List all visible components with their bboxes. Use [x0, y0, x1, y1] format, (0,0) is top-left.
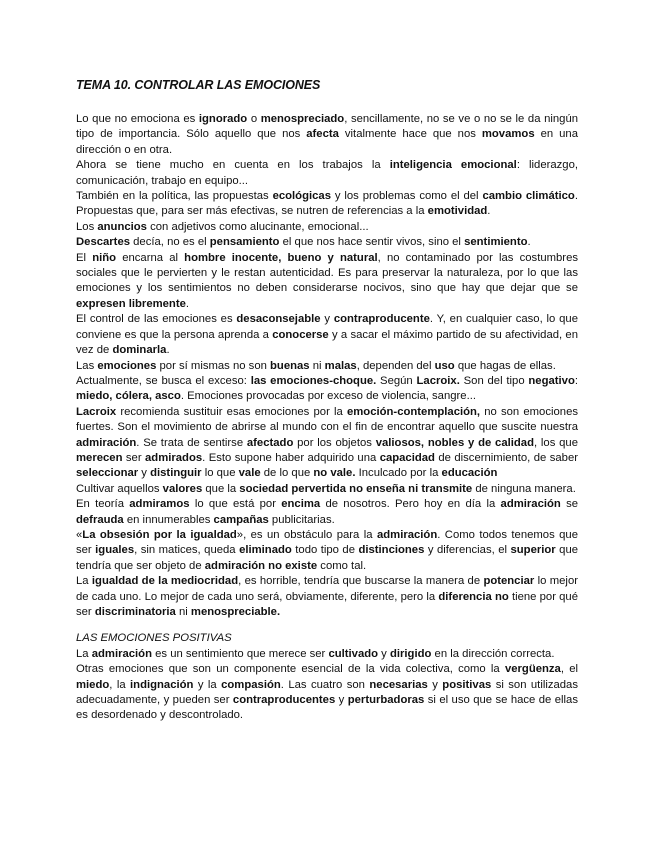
bold-text: menospreciable.	[190, 606, 281, 618]
text-run: Inculcado por la	[355, 467, 442, 480]
text-run: . Y, en cualquier caso, lo que conviene es que la persona aprenda a	[76, 313, 578, 341]
text-run: Actualmente, se busca el exceso:	[76, 374, 251, 387]
paragraph	[76, 189, 578, 220]
text-run: La	[76, 575, 92, 588]
bold-text: positivas	[442, 678, 492, 691]
text-run: .	[185, 297, 190, 310]
bold-text: igualdad de la mediocridad	[91, 575, 239, 588]
bold-text: menospreciado	[260, 113, 345, 125]
text-run: y a sacar el máximo partido de su afectividad, en vez de	[76, 328, 578, 357]
bold-text: expresen libremente	[76, 297, 186, 310]
text-run: . Como todos tenemos que ser	[76, 528, 578, 557]
text-run: . Se trata de sentirse	[136, 436, 247, 449]
bold-text: emoción-contemplación,	[346, 405, 481, 418]
text-run: si son utilizadas adecuadamente, y pueden ser	[76, 678, 578, 707]
text-run: y	[427, 678, 443, 691]
bold-text: campañas	[213, 513, 269, 526]
text-run: es un sentimiento que merece ser	[152, 647, 329, 660]
bold-text: encima	[281, 498, 321, 511]
paragraph	[76, 405, 578, 482]
bold-text: perturbadoras	[347, 694, 425, 707]
bold-text: defrauda	[76, 513, 124, 526]
bold-text: malas	[324, 359, 357, 372]
bold-text: eliminado	[239, 544, 292, 557]
text-run: Cultivar aquellos	[76, 482, 163, 495]
text-run: , no contaminado por las costumbres sociales que le pervierten y le restan autenticidad. Es para preservar la naturaleza, por lo que las emociones y los sentimientos no deben considerarse nocivos, sino que hay que dejar que se	[76, 251, 578, 295]
text-run: de nosotros. Pero hoy en día la	[320, 498, 501, 511]
text-run: , el	[560, 663, 578, 676]
paragraph	[76, 251, 578, 313]
bold-text: admirados	[145, 451, 203, 464]
bold-text: vergüenza	[504, 663, 561, 676]
text-run: , la	[109, 678, 131, 691]
document-body	[76, 112, 578, 620]
bold-text: valiosos, nobles y de calidad	[375, 436, 534, 449]
text-run: de ninguna manera.	[472, 482, 576, 495]
text-run: lo que está por	[189, 498, 282, 511]
paragraph	[76, 359, 578, 374]
paragraph	[76, 482, 578, 497]
text-run: , los que	[533, 436, 578, 449]
text-run: , es horrible, tendría que buscarse la manera de	[238, 575, 484, 588]
text-run: ser	[122, 451, 146, 464]
bold-text: afecta	[306, 128, 339, 141]
text-run: Ahora se tiene mucho en cuenta en los trabajos la	[76, 159, 390, 172]
text-run: que tendría que ser objeto de	[76, 544, 579, 572]
bold-text: ecológicas	[272, 190, 331, 203]
text-run: recomienda sustituir esas emociones por la	[116, 405, 347, 418]
bold-text: contraproducentes	[232, 694, 336, 707]
bold-text: anuncios	[97, 220, 147, 233]
bold-text: Descartes	[76, 236, 131, 249]
text-run: y	[378, 647, 390, 660]
text-run: . Emociones provocadas por exceso de violencia, sangre...	[180, 390, 476, 403]
text-run: Las	[76, 359, 98, 372]
bold-text: Lacroix	[76, 405, 117, 418]
text-run: ni	[309, 359, 325, 372]
bold-text: movamos	[481, 128, 535, 141]
bold-text: buenas	[270, 359, 310, 372]
bold-text: uso	[434, 359, 455, 372]
bold-text: vale	[238, 467, 261, 480]
bold-text: miedo, cólera, asco	[76, 390, 181, 403]
bold-text: cambio climático	[482, 190, 575, 203]
bold-text: pensamiento	[209, 236, 280, 249]
bold-text: seleccionar	[76, 467, 139, 480]
text-run: y la	[193, 678, 222, 691]
bold-text: iguales	[95, 544, 135, 557]
paragraph	[76, 374, 578, 405]
text-run: se	[560, 498, 579, 511]
bold-text: distinciones	[358, 544, 425, 557]
paragraph	[76, 662, 578, 724]
bold-text: necesarias	[369, 678, 428, 691]
text-run: en la dirección correcta.	[431, 647, 555, 660]
bold-text: Lacroix.	[416, 374, 460, 387]
paragraph	[76, 112, 578, 158]
bold-text: miedo	[76, 678, 110, 691]
text-run: .	[527, 236, 531, 249]
text-run: Los	[76, 220, 98, 233]
bold-text: superior	[510, 544, 556, 557]
paragraph	[76, 528, 578, 574]
bold-text: discriminatoria	[94, 606, 176, 618]
text-run: o	[247, 113, 261, 125]
paragraph	[76, 647, 578, 662]
bold-text: no vale.	[313, 467, 356, 480]
text-run: », es un obstáculo para la	[236, 528, 377, 541]
bold-text: potenciar	[483, 575, 535, 588]
bold-text: inteligencia emocional	[389, 159, 517, 172]
text-run: Según	[376, 374, 417, 387]
bold-text: conocerse	[272, 328, 329, 341]
paragraph	[76, 220, 578, 235]
text-run: si el uso que se hace de ellas es desordenado y descontrolado.	[76, 694, 578, 722]
text-run: lo mejor de cada uno. Lo mejor de cada uno será, obviamente, diferente, pero la	[76, 575, 578, 603]
text-run: en innumerables	[123, 513, 214, 526]
bold-text: afectado	[246, 436, 294, 449]
text-run: todo tipo de	[291, 544, 359, 557]
bold-text: indignación	[130, 678, 194, 691]
bold-text: ignorado	[198, 113, 248, 125]
bold-text: educación	[441, 467, 498, 480]
text-run: tiene por qué ser	[76, 590, 578, 618]
text-run: y	[320, 313, 334, 326]
bold-text: valores	[162, 482, 203, 495]
document-title: TEMA 10. CONTROLAR LAS EMOCIONES	[76, 78, 321, 92]
bold-text: sentimiento	[464, 236, 528, 249]
paragraph	[76, 574, 578, 620]
text-run: El	[76, 251, 93, 264]
section-body	[76, 647, 578, 724]
text-run: El control de las emociones es	[76, 313, 237, 326]
text-run: vitalmente hace que nos	[338, 128, 482, 141]
bold-text: admiración	[91, 647, 152, 660]
bold-text: cultivado	[328, 647, 379, 660]
bold-text: La obsesión por la igualdad	[82, 528, 237, 541]
bold-text: admiración	[376, 528, 438, 541]
text-run: y diferencias, el	[424, 544, 511, 557]
bold-text: compasión	[221, 678, 281, 691]
text-run: y	[138, 467, 151, 480]
bold-text: sociedad pervertida no enseña ni transmite	[239, 482, 473, 495]
text-run: de discernimiento, de saber	[434, 451, 578, 464]
text-run: , sencillamente, no se ve o no se le da ningún tipo de importancia. Sólo aquello que nos	[76, 113, 579, 141]
paragraph	[76, 158, 578, 189]
text-run: : liderazgo, comunicación, trabajo en equipo...	[76, 159, 579, 187]
text-run: encarna al	[116, 251, 185, 264]
bold-text: desaconsejable	[236, 313, 321, 326]
text-run: y	[335, 694, 348, 707]
text-run: que la	[202, 482, 240, 495]
bold-text: emotividad	[427, 205, 488, 218]
text-run: También en la política, las propuestas	[76, 190, 273, 203]
text-run: .	[487, 205, 491, 218]
bold-text: dirigido	[389, 647, 432, 660]
text-run: que hagas de ellas.	[454, 359, 556, 372]
text-run: , sin matices, queda	[134, 544, 240, 557]
paragraph	[76, 497, 578, 528]
text-run: . Las cuatro son	[280, 678, 370, 691]
text-run: .	[166, 344, 170, 357]
bold-text: capacidad	[379, 451, 435, 464]
bold-text: niño	[92, 251, 117, 264]
text-run: . Esto supone haber adquirido una	[202, 451, 380, 464]
bold-text: merecen	[76, 451, 123, 464]
bold-text: hombre inocente, bueno y natural	[184, 251, 378, 264]
text-run: el que nos hace sentir vivos, sino el	[279, 236, 465, 249]
text-run: con adjetivos como alucinante, emocional...	[146, 220, 369, 233]
text-run: en una dirección o en otra.	[76, 128, 578, 156]
text-run: , dependen del	[356, 359, 435, 372]
bold-text: contraproducente	[333, 313, 430, 326]
section-heading: LAS EMOCIONES POSITIVAS	[76, 632, 232, 645]
text-run: de lo que	[260, 467, 314, 480]
bold-text: emociones	[97, 359, 157, 372]
paragraph	[76, 235, 578, 250]
paragraph	[76, 312, 578, 358]
text-run: Lo que no emociona es	[76, 113, 199, 125]
text-run: y los problemas como el del	[330, 190, 483, 203]
bold-text: admiración	[500, 498, 561, 511]
text-run: como tal.	[317, 559, 367, 572]
bold-text: distinguir	[150, 467, 202, 480]
text-run: Son del tipo	[459, 374, 529, 387]
text-run: por sí mismas no son	[156, 359, 271, 372]
text-run: La	[76, 647, 92, 660]
bold-text: admiración no existe	[204, 559, 318, 572]
text-run: Otras emociones que son un componente esencial de la vida colectiva, como la	[76, 663, 505, 676]
bold-text: dominarla	[112, 344, 167, 357]
bold-text: admiración	[76, 436, 137, 449]
text-run: publicitarias.	[268, 513, 335, 526]
text-run: En teoría	[76, 498, 130, 511]
text-run: lo que	[201, 467, 239, 480]
bold-text: diferencia no	[438, 590, 509, 603]
bold-text: las emociones-choque.	[250, 374, 377, 387]
text-run: ni	[175, 606, 191, 618]
text-run: decía, no es el	[130, 236, 210, 249]
text-run: «	[76, 528, 83, 541]
text-run: por los objetos	[293, 436, 376, 449]
text-run: no son emociones fuertes. Son el movimiento de abrirse al mundo con el fin de encontrar aquello que suscite nuestra	[76, 405, 578, 434]
text-run: . Propuestas que, para ser más efectivas, se nutren de referencias a la	[76, 190, 578, 218]
document-page	[76, 78, 578, 724]
bold-text: negativo	[528, 374, 575, 387]
bold-text: admiramos	[129, 498, 190, 511]
text-run: :	[574, 374, 578, 387]
